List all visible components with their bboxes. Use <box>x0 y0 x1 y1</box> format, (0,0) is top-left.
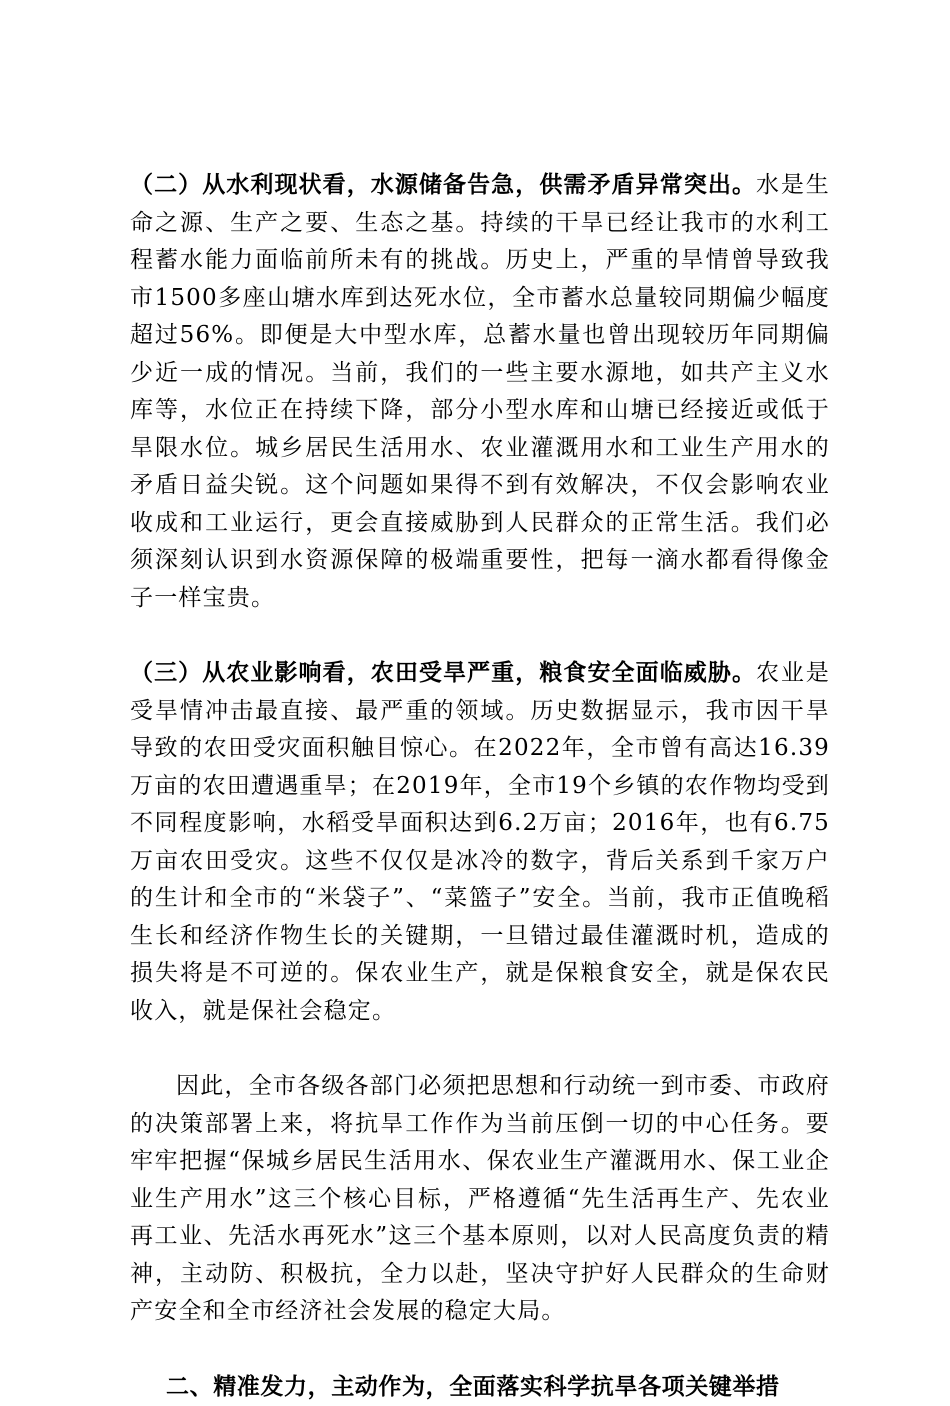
paragraph-body: 农业是受旱情冲击最直接、最严重的领域。历史数据显示，我市因干旱导致的农田受灾面积触目惊心。在2022年，全市曾有高达16.39万亩的农田遭遇重旱；在2019年，全市19个乡镇的农作物均受到不同程度影响，水稻受旱面积达到6.2万亩；2016年，也有6.75万亩农田受灾。这些不仅仅是冰冷的数字，背后关系到千家万户的生计和全市的“米袋子”、“菜篮子”安全。当前，我市正值晚稻生长和经济作物生长的关键期，一旦错过最佳灌溉时机，造成的损失将是不可逆的。保农业生产，就是保粮食安全，就是保农民收入，就是保社会稳定。 <box>130 660 830 1024</box>
subheading-water-status: （二）从水利现状看，水源储备告急，供需矛盾异常突出。 <box>130 172 756 198</box>
document-page <box>130 167 830 1406</box>
paragraph-body: 水是生命之源、生产之要、生态之基。持续的干旱已经让我市的水利工程蓄水能力面临前所未有的挑战。历史上，严重的旱情曾导致我市1500多座山塘水库到达死水位，全市蓄水总量较同期偏少幅度超过56%。即便是大中型水库，总蓄水量也曾出现较历年同期偏少近一成的情况。当前，我们的一些主要水源地，如共产主义水库等，水位正在持续下降，部分小型水库和山塘已经接近或低于旱限水位。城乡居民生活用水、农业灌溉用水和工业生产用水的矛盾日益尖锐。这个问题如果得不到有效解决，不仅会影响农业收成和工业运行，更会直接威胁到人民群众的正常生活。我们必须深刻认识到水资源保障的极端重要性，把每一滴水都看得像金子一样宝贵。 <box>130 172 830 611</box>
paragraph-conclusion: 因此，全市各级各部门必须把思想和行动统一到市委、市政府的决策部署上来，将抗旱工作作为当前压倒一切的中心任务。要牢牢把握“保城乡居民生活用水、保农业生产灌溉用水、保工业企业生产用水”这三个核心目标，严格遵循“先生活再生产、先农业再工业、先活水再死水”这三个基本原则，以对人民高度负责的精神，主动防、积极抗，全力以赴，坚决守护好人民群众的生命财产安全和全市经济社会发展的稳定大局。 <box>130 1068 830 1331</box>
paragraph-agriculture-impact <box>130 655 830 1030</box>
paragraph-water-status <box>130 167 830 617</box>
subheading-agriculture-impact: （三）从农业影响看，农田受旱严重，粮食安全面临威胁。 <box>130 660 756 686</box>
section-heading: 二、精准发力，主动作为，全面落实科学抗旱各项关键举措 <box>130 1369 830 1406</box>
